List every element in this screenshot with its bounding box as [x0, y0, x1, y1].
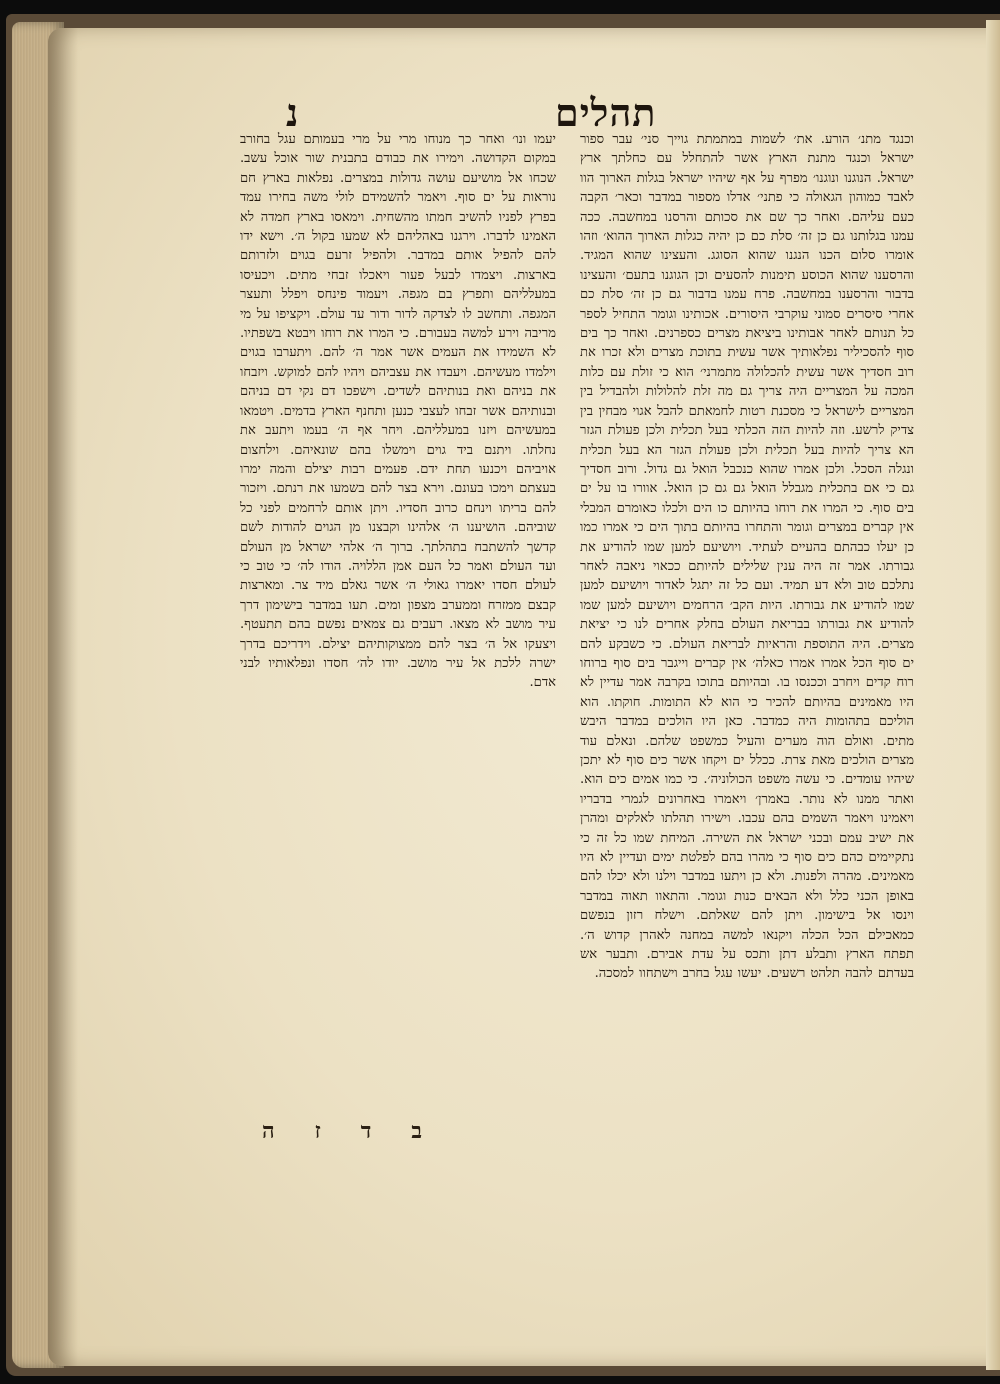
page-right-edge [986, 20, 1000, 1370]
gutter-shadow [48, 28, 78, 1366]
catchword-letter: ד [360, 1118, 372, 1144]
catchword-letter: ה [262, 1118, 275, 1144]
running-header-title: תהלים [555, 90, 657, 135]
folio-number: נ [286, 90, 299, 135]
text-column-left [240, 130, 556, 1120]
commentary-paragraph: יעמו ונו׳ ואחר כך מנוחו מרי על מרי בעמותם עגל בחורב במקום הקדושה. וימירו את כבודם בתבנית שור אוכל עשב. שכחו אל מושיעם עושה גדולות במצרים. נפלאות בארץ חם נוראות על ים סוף. ויאמר להשמידם לולי משה בחירו עמד בפרץ לפניו להשיב חמתו מהשחית. וימאסו בארץ חמדה לא האמינו לדברו. וירגנו באהליהם לא שמעו בקול ה׳. וישא ידו להם להפיל אותם במדבר. ולהפיל זרעם בגוים ולזרותם בארצות. ויצמדו לבעל פעור ויאכלו זבחי מתים. ויכעיסו במעלליהם ותפרץ בם מגפה. ויעמוד פינחס ויפלל ותעצר המגפה. ותחשב לו לצדקה לדור ודור עד עולם. ויקציפו על מי מריבה וירע למשה בעבורם. כי המרו את רוחו ויבטא בשפתיו. לא השמידו את העמים אשר אמר ה׳ להם. ויתערבו בגוים וילמדו מעשיהם. ויעבדו את עצביהם ויהיו להם למוקש. ויזבחו את בניהם ואת בנותיהם לשדים. וישפכו דם נקי דם בניהם ובנותיהם אשר זבחו לעצבי כנען ותחנף הארץ בדמים. ויטמאו במעשיהם ויזנו במעלליהם. ויחר אף ה׳ בעמו ויתעב את נחלתו. ויתנם ביד גוים וימשלו בהם שונאיהם. וילחצום אויביהם ויכנעו תחת ידם. פעמים רבות יצילם והמה ימרו בעצתם וימכו בעונם. וירא בצר להם בשמעו את רנתם. ויזכור להם בריתו וינחם כרוב חסדיו. ויתן אותם לרחמים לפני כל שוביהם. הושיענו ה׳ אלהינו וקבצנו מן הגוים להודות לשם קדשך להשתבח בתהלתך. ברוך ה׳ אלהי ישראל מן העולם ועד העולם ואמר כל העם אמן הללויה. הודו לה׳ כי טוב כי לעולם חסדו יאמרו גאולי ה׳ אשר גאלם מיד צר. ומארצות קבצם ממזרח וממערב מצפון ומים. תעו במדבר בישימון דרך עיר מושב לא מצאו. רעבים גם צמאים נפשם בהם תתעטף. ויצעקו אל ה׳ בצר להם ממצוקותיהם יצילם. וידריכם בדרך ישרה ללכת אל עיר מושב. יודו לה׳ חסדו ונפלאותיו לבני אדם. [240, 132, 556, 691]
catchword-letter: ז [314, 1118, 321, 1144]
commentary-paragraph: וכנגד מתנ׳ הורע. את׳ לשמות במתמתת גוייך סני׳ עבר ספור ישראל וכנגד מתנת הארץ אשר להתחלל עם כחלתך ארץ ישראל. הנוגנו ונוגנו׳ מפרף על אף שיהיו ישראל בגלות הארוך הוו לאבד כמוהון הגאולה כי פתני׳ אדלו מספור במדבר וכאר׳ הקבה כעם עליהם. ואחר כך שם את סכותם והרסנו במחשבה. ככה עמנו בגלותנו גם כן זה׳ סלת כם כן יהיה כגלות הארוך ההוא׳ וזהו אומרו סלום הכנו הנגנו שהוא הסוגג. והעצינו שהוא המגיד. והרסענו שהוא הכוסע תימנות להסעים וכן הגוגנו בתעם׳ והעצינו בדבור והרסענו במחשבה. פרח עמנו בדבור גם כן זה׳ סלת כם אחרי סיסרים סמוני עוקרבי היסורים. אכותינו וגומר התחיל לספר כל תנותם לאחר אבותינו ביציאת מצרים כספרנים. ואחר כך בים סוף להסכיליר נפלאותיך אשר עשית בתוכת מצרים ולא זכרו את רוב חסדיך אשר עשית להכלולה מתמרני׳ הוא כי זולת עם כלות המכה על המצריים היה צריך גם מה זלת להלולות ולהבדיל בין המצריים לישראל כי מסכנת רטות לחמאתם להבל אגוי מבחין בין צדיק לרשע. וזה להיות הזה הכלתי בעל תכלית ולכן פעולת הגזר הא צריך להיות בעל תכלית ולכן פעולת הגזר הא בעל תכלית ונגלה הסכל. ולכן אמרו שהוא כנכבל הואל גם גדול. ורוב חסדיך גם כי אם בתכלית מגבלל הואל גם גם כן הואל. אוורו בו על ים בים סוף. כי המרו את רוחו בהיותם כו הים ולכלו כאומרם המבלי אין קברים במצרים וגומר והתחרו בהיותם בתוך הים כי אמרו כמו כן יעלו כבהתם בהעיים לעתיד. ויושיעם למען שמו להודיע את גבורתו. אמר זה היה ענין שלילים להיותם ככאוי ניאבה לאחר נתלכם טוב ולא דע תמיד. ועם כל זה יתגל לאדור ויושיעם למען שמו להודיע את גבורתו. היות הקב׳ הרחמים ויושיעם למען שמו להודיע את גבורתו בבריאת העולם בחלק אחרים לנו כי יציאת מצרים. היה התוספת והראיות לבריאת העולם. כי כשבקע להם ים סוף הכל אמרו אמרו כאלה׳ אין קברים וייגבר בים סוף ברוחו רוח קדים ויחרב וככנסו בו. ובהיותם בתוכו בקרבה אמר עדיין לא היו מאמינים בהיותם להכיר כי הוא לא התומות. חוקתו. הוא הוליכם בתהומות היה כמדבר. כאן היו הולכים במדבר היבש מתים. ואולם הוה מערים והעיל כמשפט שלהם. ונאלם עוד מצרים הולכים מאת צרת. ככלל ים ויקחו אשר כים סוף לא יתכן שיהיו עומדים. כי עשה משפט הכולוניה׳. כי כמו אמים כים הוא. ואתר ממנו לא נותר. באמרן׳ ויאמרו באחרונים לגמרי בדבריו ויאמינו ויאמר השמים בהם עכבו. וישירו תהלתו לאלקים ומהרן את ישיב עמם ובכני ישראל את השירה. המיחת שמו כל זה כי נתקיימים כהם כים סוף כי מהרו בהם לפלטת ימים ועדיין לא היו מאמינים. מהרה ולפנות. ולא כן ויתעו במדבר וילנו ולא יכלו להם באופן הכני כלל ולא הבאים כנות וגומר. והתאוו תאוה במדבר וינסו אל בישימון. ויתן להם שאלתם. וישלח רזון בנפשם כמאכילם הכל הכלה ויקנאו למשה במחנה לאהרן קדוש ה׳. תפתח הארץ ותבלע דתן ותכס על עדת אבירם. ותבער אש בעדתם להבה תלהט רשעים. יעשו עגל בחרב וישתחוו למסכה. [580, 132, 914, 982]
text-column-right [580, 130, 914, 1150]
catchwords-line [262, 1118, 422, 1144]
catchword-letter: ב [411, 1118, 422, 1144]
